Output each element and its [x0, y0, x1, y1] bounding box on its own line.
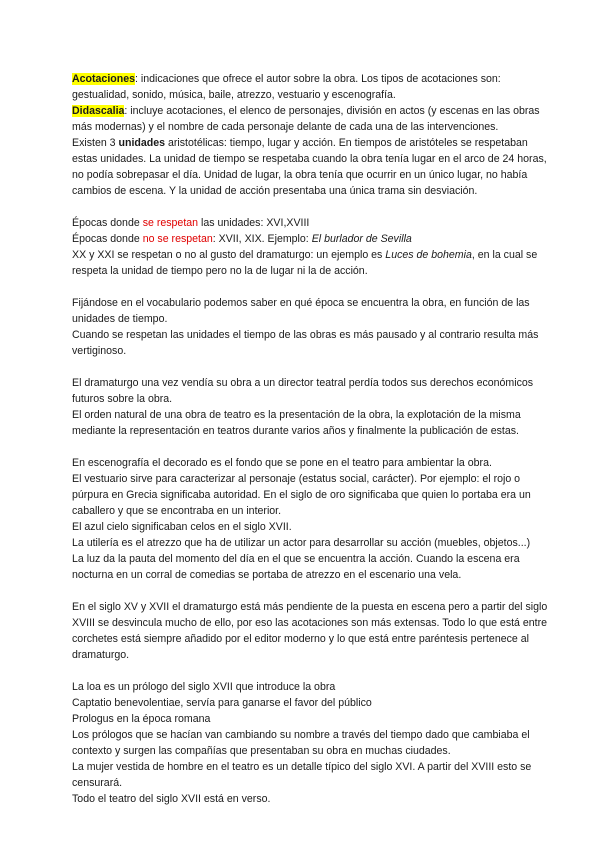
unidades-term: unidades — [118, 137, 166, 149]
acotaciones-text: : indicaciones que ofrece el autor sobre la obra. Los tipos de acotaciones son: gestualidad, sonido, música, baile, atrezzo, vestuario y escenografía. — [72, 73, 501, 101]
acotaciones-term: Acotaciones — [72, 73, 135, 85]
paragraph: La luz da la pauta del momento del día en el que se encuentra la acción. Cuando la escena era nocturna en un corral de comedias se portaba de atrezzo en el escenario una vela. — [72, 553, 520, 581]
paragraph: Prologus en la época romana — [72, 713, 211, 725]
burlador-title: El burlador de Sevilla — [311, 233, 412, 245]
se-respetan-text: se respetan — [142, 217, 199, 229]
paragraph: Los prólogos que se hacían van cambiando su nombre a través del tiempo dado que cambiaba el contexto y surgen las compañías que presentaban su obra en muchas ciudades. — [72, 729, 530, 757]
paragraph: Captatio benevolentiae, servía para ganarse el favor del público — [72, 697, 372, 709]
paragraph: La mujer vestida de hombre en el teatro es un detalle típico del siglo XVI. A partir del XVIII esto se censurará. — [72, 761, 532, 789]
epocas-no-respetan-line — [72, 231, 552, 247]
xx-pre: XX y XXI se respetan o no al gusto del dramaturgo: un ejemplo es — [72, 249, 386, 261]
paragraph: El azul cielo significaban celos en el siglo XVII. — [72, 521, 292, 533]
xx-xxi-line — [72, 247, 552, 279]
no-se-respetan-text: no se respetan — [142, 233, 213, 245]
document-page — [72, 71, 552, 807]
didascalia-term: Didascalia — [72, 105, 125, 117]
paragraph: El vestuario sirve para caracterizar al personaje (estatus social, carácter). Por ejemplo: el rojo o púrpura en Grecia significaba autoridad. En el siglo de oro significaba que quien lo portaba era un caballero y que se encontraba en un interior. — [72, 473, 531, 517]
paragraph: Cuando se respetan las unidades el tiempo de las obras es más pausado y al contrario resulta más vertiginoso. — [72, 329, 539, 357]
unidades-text: aristotélicas: tiempo, lugar y acción. En tiempos de aristóteles se respetaban estas unidades. La unidad de tiempo se respetaba cuando la obra tenía lugar en el arco de 24 horas, no podía sobrepasar el día. Unidad de lugar, la obra tenía que ocurrir en un único lugar, no había cambios de escena. Y la unidad de acción presentaba una única trama sin desviación. — [72, 137, 547, 197]
acotaciones-paragraph — [72, 71, 552, 103]
paragraph: El orden natural de una obra de teatro es la presentación de la obra, la explotación de la misma mediante la representación en teatros durante varios años y finalmente la publicación de estas. — [72, 409, 521, 437]
xx-post: , en la cual se respeta la unidad de tiempo pero no la de lugar ni la de acción. — [72, 249, 538, 277]
unidades-paragraph — [72, 135, 552, 199]
luces-title: Luces de bohemia — [385, 249, 472, 261]
epocas-post: las unidades: XVI,XVIII — [198, 217, 310, 229]
paragraph: Todo el teatro del siglo XVII está en verso. — [72, 793, 271, 805]
epocas-mid: : XVII, XIX. Ejemplo: — [212, 233, 312, 245]
didascalia-text: : incluye acotaciones, el elenco de personajes, división en actos (y escenas en las obras más modernas) y el nombre de cada personaje delante de cada una de las intervenciones. — [72, 105, 540, 133]
paragraph: La loa es un prólogo del siglo XVII que introduce la obra — [72, 681, 336, 693]
epocas-respetan-line — [72, 215, 552, 231]
paragraph: La utilería es el atrezzo que ha de utilizar un actor para desarrollar su acción (muebles, objetos...) — [72, 537, 531, 549]
paragraph: Fijándose en el vocabulario podemos saber en qué época se encuentra la obra, en función de las unidades de tiempo. — [72, 297, 530, 325]
epocas-pre: Épocas donde — [72, 217, 143, 229]
paragraph: En el siglo XV y XVII el dramaturgo está más pendiente de la puesta en escena pero a partir del siglo XVIII se desvincula mucho de ello, por eso las acotaciones son más extensas. Todo lo que está entre corchetes está siempre añadido por el editor moderno y lo que está entre paréntesis pertenece al dramaturgo. — [72, 601, 548, 661]
paragraph: El dramaturgo una vez vendía su obra a un director teatral perdía todos sus derechos económicos futuros sobre la obra. — [72, 377, 534, 405]
didascalia-paragraph — [72, 103, 552, 135]
unidades-pre: Existen 3 — [72, 137, 119, 149]
paragraph: En escenografía el decorado es el fondo que se pone en el teatro para ambientar la obra. — [72, 457, 492, 469]
epocas-pre: Épocas donde — [72, 233, 143, 245]
